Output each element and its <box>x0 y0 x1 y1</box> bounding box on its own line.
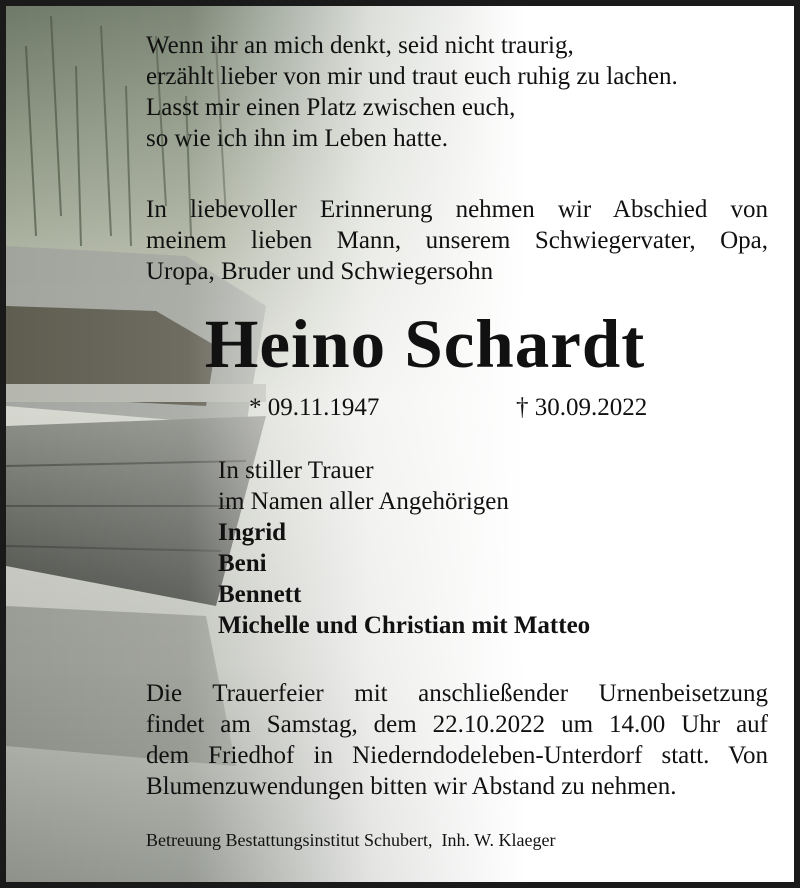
birth-date: * 09.11.1947 <box>249 394 380 421</box>
ceremony-line: findet am Samstag, dem 22.10.2022 um 14.00 Uhr auf <box>146 711 768 738</box>
mourners-block <box>218 455 738 641</box>
death-date: † 30.09.2022 <box>516 394 648 421</box>
poem-line: Lasst mir einen Platz zwischen euch, <box>146 94 516 121</box>
mourner-name: Bennett <box>218 581 302 608</box>
deceased-name: Heino Schardt <box>204 306 646 382</box>
poem-line: erzählt lieber von mir und traut euch ruhig zu lachen. <box>146 63 678 90</box>
poem-line: Wenn ihr an mich denkt, seid nicht traurig, <box>146 32 574 59</box>
mourner-name: Ingrid <box>218 519 287 546</box>
mourner-name: Beni <box>218 550 267 577</box>
farewell-intro <box>146 194 768 287</box>
intro-line: Uropa, Bruder und Schwiegersohn <box>146 258 494 285</box>
poem-verse <box>146 30 678 154</box>
ceremony-line: dem Friedhof in Niederndodeleben-Unterdorf statt. Von <box>146 742 768 769</box>
mourning-line: In stiller Trauer <box>218 457 374 484</box>
intro-line: meinem lieben Mann, unserem Schwiegervater, Opa, <box>146 227 768 254</box>
funeral-home-credit: Betreuung Bestattungsinstitut Schubert, Inh. W. Klaeger <box>146 830 556 850</box>
ceremony-line: Die Trauerfeier mit anschließender Urnenbeisetzung <box>146 680 768 707</box>
mourning-line: im Namen aller Angehörigen <box>218 488 509 515</box>
ceremony-line: Blumenzuwendungen bitten wir Abstand zu nehmen. <box>146 773 677 800</box>
mourner-name: Michelle und Christian mit Matteo <box>218 612 591 639</box>
ceremony-info <box>146 678 768 802</box>
poem-line: so wie ich ihn im Leben hatte. <box>146 125 449 152</box>
intro-line: In liebevoller Erinnerung nehmen wir Abschied von <box>146 196 768 223</box>
